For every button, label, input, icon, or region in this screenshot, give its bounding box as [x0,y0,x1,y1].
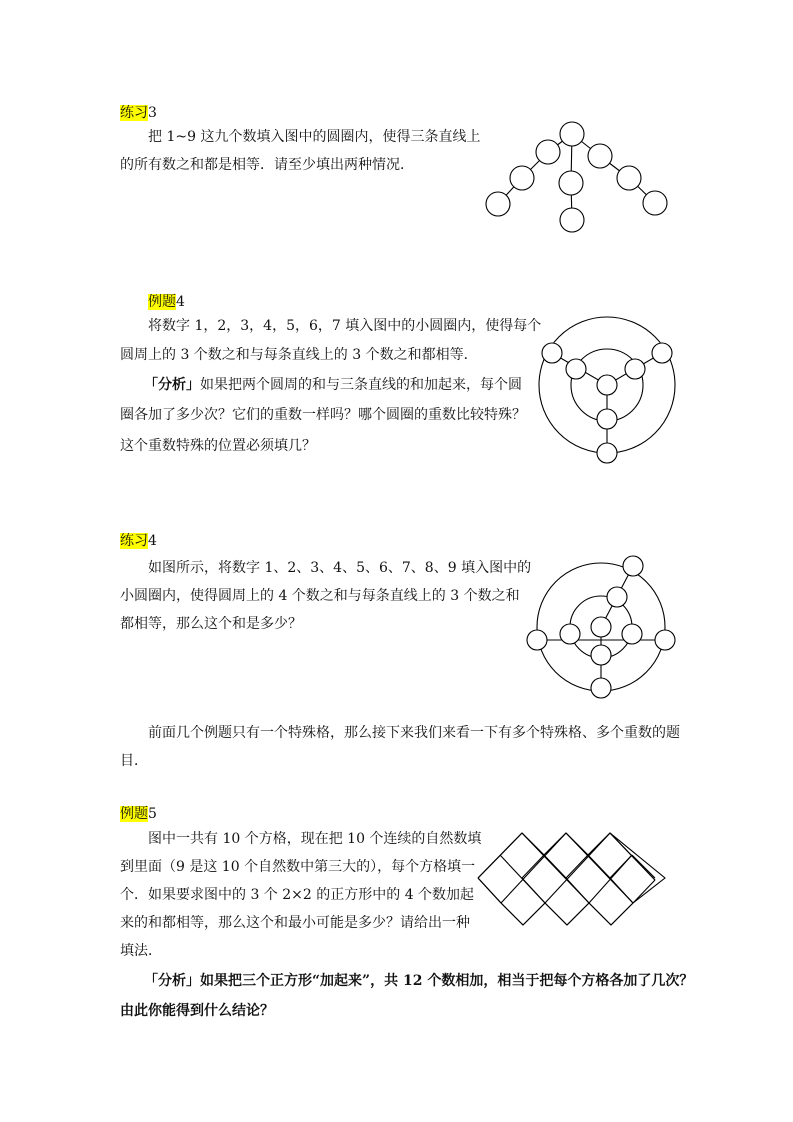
example4-analysis-text-1: 如果把两个圆周的和与三条直线的和加起来，每个圆 [200,377,522,393]
practice3-line-2: 的所有数之和都是相等．请至少填出两种情况． [120,157,414,173]
example4-line-1: 将数字 1，2，3，4，5，6，7 填入图中的小圆圈内，使得每个 [148,318,542,334]
practice3-tag-num: 3 [148,105,157,121]
example4-analysis-line-2: 圈各加了多少次？它们的重数一样吗？哪个圆圈的重数比较特殊？ [120,407,526,423]
example5-line-5: 填法． [120,943,162,959]
practice4-tag-num: 4 [148,533,157,549]
example4-line-2: 圆周上的 3 个数之和与每条直线上的 3 个数之和都相等． [120,347,478,363]
practice3-tag-prefix: 练习 [120,105,148,121]
example5-tag-prefix: 例题 [120,806,148,822]
example5-line-4: 来的和都相等，那么这个和最小可能是多少？请给出一种 [120,915,470,931]
example4-analysis-label: 「分析」 [144,377,200,393]
practice4-line-2: 小圆圈内，使得圆周上的 4 个数之和与每条直线上的 3 个数之和 [120,588,520,604]
example5-line-1: 图中一共有 10 个方格，现在把 10 个连续的自然数填 [148,831,482,847]
example5-analysis-label: 「分析」 [144,973,200,989]
transition-line-1: 前面几个例题只有一个特殊格，那么接下来我们来看一下有多个特殊格、多个重数的题 [148,725,680,741]
example5-analysis-line-2: 由此你能得到什么结论？ [120,1003,274,1019]
practice4-tag-prefix: 练习 [120,533,148,549]
practice3-line-1: 把 1~9 这九个数填入图中的圆圈内，使得三条直线上 [148,129,481,145]
example4-tag-prefix: 例题 [148,294,176,310]
example4-analysis-line-3: 这个重数特殊的位置必须填几？ [120,438,316,454]
example5-tag-num: 5 [148,806,157,822]
practice4-line-1: 如图所示，将数字 1、2、3、4、5、6、7、8、9 填入图中的 [148,560,532,576]
example5-outline [478,833,665,925]
transition-line-2: 目． [120,753,148,769]
example5-analysis-text-1: 如果把三个正方形“加起来”，共 12 个数相加，相当于把每个方格各加了几次？ [200,973,694,989]
practice4-line-3: 都相等，那么这个和是多少？ [120,616,302,632]
example5-line-2: 到里面（9 是这 10 个自然数中第三大的），每个方格填一 [120,859,476,875]
example4-tag-num: 4 [176,294,185,310]
example5-line-3: 个．如果要求图中的 3 个 2×2 的正方形中的 4 个数加起 [120,887,475,903]
